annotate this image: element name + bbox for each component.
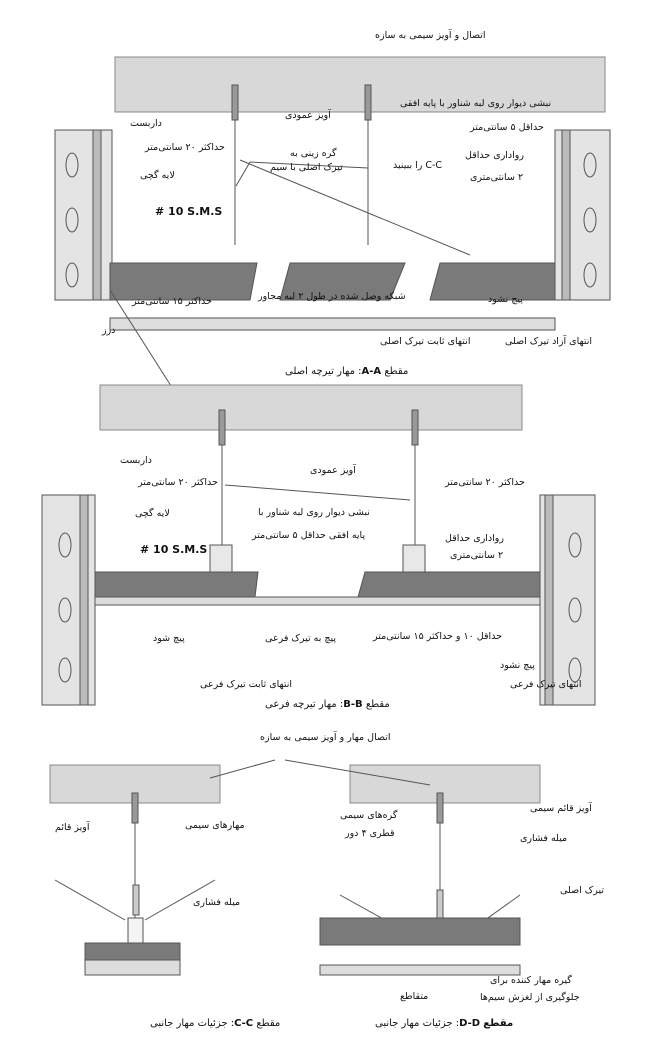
label-see-cc: C-C را ببینید bbox=[393, 160, 443, 171]
wall-stud-left bbox=[55, 130, 112, 300]
label-wall-angle: پایه افقی حداقل ۵ سانتی‌متر bbox=[252, 530, 366, 541]
main-runner bbox=[110, 263, 257, 300]
label-main-runner: تیرک اصلی bbox=[560, 885, 605, 896]
label-sms: # 10 S.M.S bbox=[155, 205, 223, 218]
label-scaffold: داربست bbox=[130, 118, 162, 129]
cross-tee bbox=[95, 572, 258, 597]
label-tolerance: رواداری حداقل bbox=[465, 150, 524, 161]
caption-text: : جزئیات مهار جانبی bbox=[150, 1018, 235, 1029]
label-wall-angle: نبشی دیوار روی لبه شناور با پایه افقی bbox=[400, 98, 552, 109]
label-wire-ties: قطری ۴ دور bbox=[345, 828, 395, 839]
label-scaffold: داربست bbox=[120, 455, 152, 466]
label-wall-angle: نبشی دیوار روی لبه شناور با bbox=[258, 507, 370, 518]
label-wall-angle: حداقل ۵ سانتی‌متر bbox=[470, 122, 544, 133]
caption-text: : جزئیات مهار جانبی bbox=[375, 1018, 460, 1029]
label-saddle-tie: تیرک اصلی با سیم bbox=[270, 162, 343, 173]
label-max-15cm: حداکثر ۱۵ سانتی‌متر bbox=[132, 296, 212, 307]
caption-prefix: مقطع bbox=[384, 366, 409, 377]
label-tolerance: رواداری حداقل bbox=[445, 533, 504, 544]
label-screw-to-cross-tee: پیچ به تیرک فرعی bbox=[265, 633, 337, 644]
label-no-screw: پیچ نشود bbox=[488, 294, 523, 305]
label-connection: اتصال و آویز سیمی به سازه bbox=[375, 30, 486, 41]
brace-wire bbox=[55, 880, 125, 920]
caption-code: D-D bbox=[459, 1018, 481, 1029]
label-min10-max15: حداقل ۱۰ و حداکثر ۱۵ سانتی‌متر bbox=[373, 631, 502, 642]
label-grid-joined: شبکه وصل شده در طول ۲ لبه مجاور bbox=[258, 291, 406, 302]
label-gypsum-layer: لایه گچی bbox=[135, 508, 170, 519]
caption-prefix: مقطع bbox=[365, 699, 390, 710]
caption-text: : مهار تیرچه اصلی bbox=[285, 366, 362, 377]
caption-prefix: مقطع bbox=[483, 1018, 514, 1029]
label-tolerance: ۲ سانتی‌متری bbox=[450, 550, 504, 561]
label-end: انتهای تیرک فرعی bbox=[510, 679, 582, 690]
label-wire-ties: گره‌های سیمی bbox=[340, 810, 398, 821]
label-vertical-wire-hanger: آویز قائم سیمی bbox=[530, 803, 592, 814]
caption-text: : مهار تیرچه فرعی bbox=[265, 699, 344, 710]
label-connection: اتصال مهار و آویز سیمی به سازه bbox=[260, 732, 391, 743]
caption-prefix: مقطع bbox=[256, 1018, 281, 1029]
label-clip: گیره مهار کننده برای bbox=[490, 975, 572, 986]
label-fixed-end: انتهای ثابت تیرک اصلی bbox=[380, 336, 471, 347]
concrete-slab bbox=[350, 765, 540, 803]
label-fixed-end: انتهای ثابت تیرک فرعی bbox=[200, 679, 293, 690]
cross-tee bbox=[358, 572, 540, 597]
label-joint: درز bbox=[102, 325, 116, 336]
label-compression-strut: میله فشاری bbox=[520, 833, 568, 844]
caption-code: C-C bbox=[234, 1018, 254, 1029]
label-free-end: انتهای آزاد تیرک اصلی bbox=[505, 336, 593, 347]
label-wire-braces: مهارهای سیمی bbox=[185, 820, 245, 831]
caption-section-a bbox=[285, 366, 408, 378]
label-vertical-hanger: آویز قائم bbox=[55, 822, 90, 833]
label-max-20cm: حداکثر ۲۰ سانتی‌متر bbox=[145, 142, 225, 153]
label-saddle-tie: گره زینی به bbox=[290, 148, 337, 159]
label-max-20cm-right: حداکثر ۲۰ سانتی‌متر bbox=[445, 477, 525, 488]
caption-section-b bbox=[265, 699, 390, 711]
label-sms: # 10 S.M.S bbox=[140, 543, 208, 556]
label-clip: جلوگیری از لغزش سیم‌ها bbox=[480, 992, 580, 1003]
label-compression-strut: میله فشاری bbox=[193, 897, 241, 908]
caption-code: B-B bbox=[343, 699, 363, 710]
label-gypsum-layer: لایه گچی bbox=[140, 170, 175, 181]
label-vertical-hanger: آویز عمودی bbox=[310, 465, 356, 476]
concrete-slab bbox=[100, 385, 522, 430]
caption-section-d bbox=[375, 1018, 513, 1030]
label-screw: پیچ شود bbox=[153, 633, 185, 644]
label-vertical-hanger: آویز عمودی bbox=[285, 110, 331, 121]
label-crossing: متقاطع bbox=[400, 991, 429, 1002]
caption-code: A-A bbox=[361, 366, 382, 377]
caption-section-c bbox=[150, 1018, 280, 1030]
label-tolerance: ۲ سانتی‌متری bbox=[470, 172, 524, 183]
label-max-20cm-left: حداکثر ۲۰ سانتی‌متر bbox=[138, 477, 218, 488]
label-no-screw: پیچ نشود bbox=[500, 660, 535, 671]
